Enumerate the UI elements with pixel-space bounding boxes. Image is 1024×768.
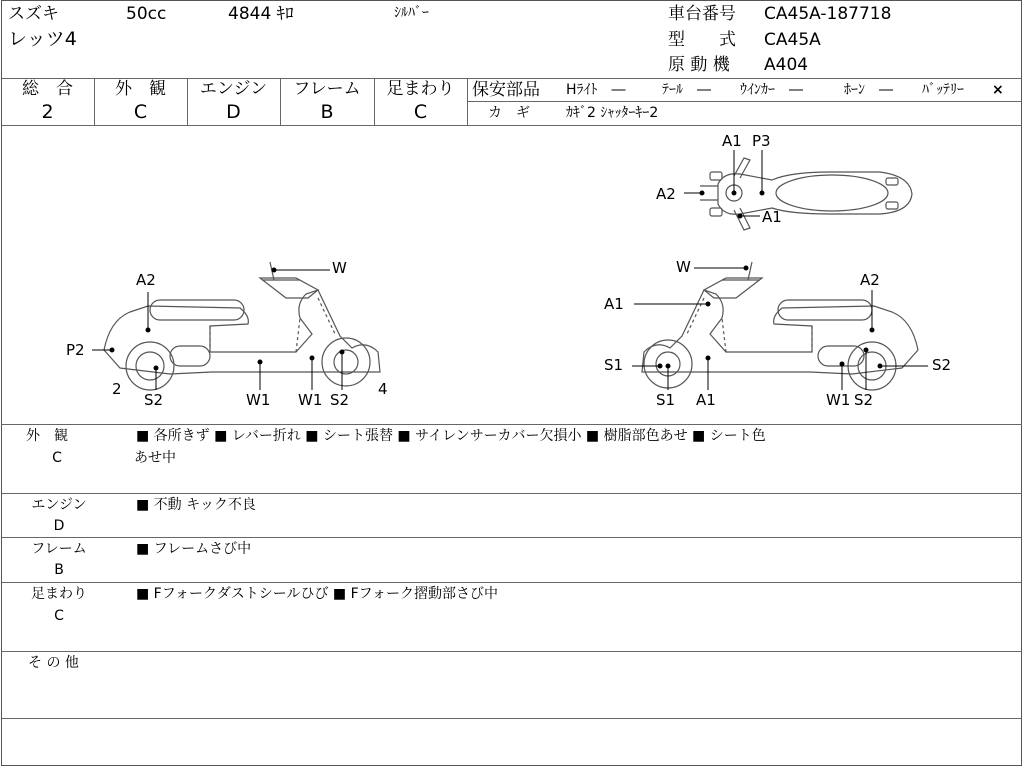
- comment-grade-frame: B: [54, 562, 64, 578]
- type-value: CA45A: [764, 30, 821, 50]
- top-label-a1: A1: [722, 132, 742, 150]
- right-label-s2: S2: [932, 356, 952, 374]
- rating-label-overall: 総 合: [22, 79, 73, 99]
- top-label-p3: P3: [752, 132, 771, 150]
- right-label-s2b: S2: [854, 391, 874, 409]
- left-label-w1: W1: [246, 391, 271, 409]
- safety-headlight: Hﾗｲﾄ ―: [566, 82, 626, 98]
- right-label-s1b: S1: [656, 391, 676, 409]
- engine-value: A404: [764, 55, 809, 75]
- left-label-a2: A2: [136, 271, 156, 289]
- rating-value-overall: 2: [41, 101, 54, 123]
- engine-label: 原 動 機: [668, 55, 730, 75]
- mileage: 4844 ｷﾛ: [228, 4, 294, 24]
- rating-value-suspension: C: [413, 101, 428, 123]
- comment-category-suspension: 足まわり: [31, 586, 87, 602]
- rating-value-exterior: C: [133, 101, 148, 123]
- model-name: レッツ4: [8, 28, 77, 50]
- comment-grade-exterior: C: [52, 450, 62, 466]
- left-label-2: 2: [112, 380, 122, 398]
- safety-winker: ｳｲﾝｶｰ ―: [740, 82, 803, 98]
- comment-grade-engine: D: [53, 518, 65, 534]
- rating-label-suspension: 足まわり: [386, 79, 455, 99]
- frame-number: CA45A-187718: [764, 4, 892, 24]
- comment-category-frame: フレーム: [31, 541, 87, 557]
- type-label: 型 式: [668, 30, 736, 50]
- left-label-s2: S2: [144, 391, 164, 409]
- comment-text-frame: ■ フレームさび中: [136, 541, 252, 557]
- key-value: ｶｷﾞ2 ｼｬｯﾀｰｷｰ2: [566, 105, 659, 121]
- right-label-w1: W1: [826, 391, 851, 409]
- comment-category-exterior: 外 観: [26, 428, 68, 444]
- left-label-4: 4: [378, 380, 388, 398]
- right-label-a2: A2: [860, 271, 880, 289]
- displacement: 50cc: [126, 4, 167, 24]
- comment-grade-suspension: C: [54, 608, 64, 624]
- battery-missing-mark: ×: [992, 82, 1004, 98]
- rating-label-engine: エンジン: [199, 79, 268, 99]
- right-label-a1: A1: [604, 295, 624, 313]
- top-label-a1b: A1: [762, 208, 782, 226]
- left-label-w1b: W1: [298, 391, 323, 409]
- comment-category-engine: エンジン: [31, 497, 87, 513]
- comment-text-exterior-2: あせ中: [134, 450, 176, 466]
- safety-label: 保安部品: [472, 80, 540, 100]
- comment-text-engine: ■ 不動 キック不良: [136, 497, 256, 513]
- key-label: カ ギ: [488, 105, 530, 121]
- comment-category-other: そ の 他: [28, 655, 79, 671]
- left-label-s2b: S2: [330, 391, 350, 409]
- color: ｼﾙﾊﾞｰ: [394, 5, 429, 21]
- right-label-a1b: A1: [696, 391, 716, 409]
- left-label-p2: P2: [66, 341, 85, 359]
- comment-text-suspension: ■ Fフォークダストシールひび ■ Fフォーク摺動部さび中: [136, 586, 498, 602]
- safety-horn: ﾎｰﾝ ―: [844, 82, 893, 98]
- rating-value-frame: B: [320, 101, 334, 123]
- right-label-s1: S1: [604, 356, 624, 374]
- rating-label-frame: フレーム: [293, 79, 361, 99]
- safety-battery: ﾊﾞｯﾃﾘｰ: [922, 82, 964, 98]
- comment-text-exterior-1: ■ 各所きず ■ レバー折れ ■ シート張替 ■ サイレンサーカバー欠損小 ■ 樹脂部色あせ ■ シート色: [136, 428, 766, 444]
- frame-number-label: 車台番号: [668, 4, 736, 24]
- safety-taillight: ﾃｰﾙ ―: [662, 82, 711, 98]
- right-label-w: W: [676, 258, 691, 276]
- top-label-a2: A2: [656, 185, 676, 203]
- maker: スズキ: [8, 4, 59, 24]
- rating-value-engine: D: [226, 101, 241, 123]
- left-label-w: W: [332, 259, 347, 277]
- rating-label-exterior: 外 観: [115, 79, 166, 99]
